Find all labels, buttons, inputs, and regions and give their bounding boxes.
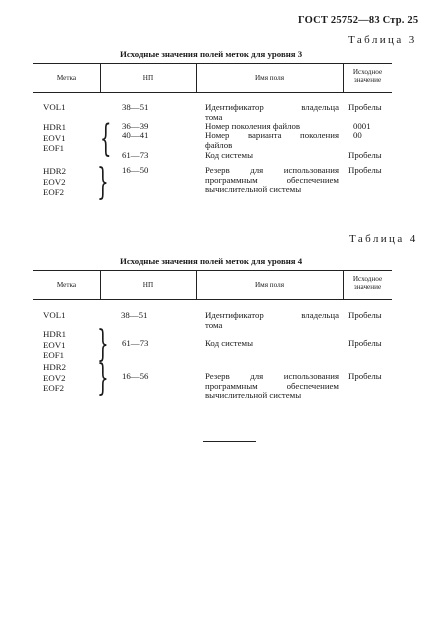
table4-col-label: Метка	[56, 281, 77, 289]
table4-header-rule	[33, 299, 392, 300]
table3-row1-label: VOL1	[43, 102, 66, 112]
table4-row3-brace: {	[97, 357, 109, 400]
table4-row1-np: 38—51	[121, 310, 148, 320]
closing-rule	[203, 441, 256, 442]
table4-row3-np: 16—56	[122, 371, 149, 381]
table4-row1-value: Пробелы	[348, 310, 382, 320]
table3-col-value: Исходное значение	[352, 68, 383, 84]
table3-row2-field-2: Номер варианта поколения файлов	[205, 130, 339, 150]
table3-label: Таблица 3	[348, 34, 417, 46]
table4-row3-field: Резерв для использования программным обеспечением вычислительной системы	[205, 371, 339, 400]
table3-row2-field-3: Код системы	[205, 150, 253, 160]
table3-row2-np-1: 36—39	[122, 121, 149, 131]
page-header: ГОСТ 25752—83 Стр. 25	[298, 15, 419, 26]
table3-col-label: Метка	[56, 74, 77, 82]
table4-row2-labels: HDR1 EOV1 EOF1	[43, 329, 66, 360]
table3-row3-brace: {	[97, 161, 109, 204]
table4-row3-labels: HDR2 EOV2 EOF2	[43, 362, 66, 393]
table4-row2-field: Код системы	[205, 338, 253, 348]
table4-row2-brace: {	[97, 323, 109, 366]
table3-row2-field-1: Номер поколения файлов	[205, 121, 301, 131]
table3-row2-np-2: 40—41	[122, 130, 149, 140]
table4-label: Таблица 4	[349, 233, 418, 245]
table3-row1-np: 38—51	[122, 102, 149, 112]
table3-title: Исходные значения полей меток для уровня 3	[120, 49, 303, 59]
table3-row2-value-2: 00	[353, 130, 362, 140]
table3-col-np: НП	[142, 74, 154, 82]
table4-row3-value: Пробелы	[348, 371, 382, 381]
table4-row2-value: Пробелы	[348, 338, 382, 348]
table3-row2-np-3: 61—73	[122, 150, 149, 160]
table3-row1-field: Идентификатор владельца тома	[205, 102, 339, 122]
table3-row3-labels: HDR2 EOV2 EOF2	[43, 166, 66, 197]
table3-col-field: Имя поля	[254, 74, 285, 82]
table3-row2-brace-left: {	[100, 117, 112, 161]
table4-top-rule	[33, 270, 392, 271]
table3-row3-np: 16—50	[122, 165, 149, 175]
table3-row1-value: Пробелы	[348, 102, 382, 112]
table3-row3-field: Резерв для использования программным обеспечением вычислительной системы	[205, 165, 339, 194]
table4-col-field: Имя поля	[254, 281, 285, 289]
table4-row1-label: VOL1	[43, 310, 66, 320]
table3-top-rule	[33, 63, 392, 64]
table4-title: Исходные значения полей меток для уровня 4	[120, 256, 303, 266]
table3-row2-value-3: Пробелы	[348, 150, 382, 160]
table3-row2-value-1: 0001	[353, 121, 371, 131]
table3-header-rule	[33, 92, 392, 93]
table4-col-np: НП	[142, 281, 154, 289]
table4-row2-np: 61—73	[122, 338, 149, 348]
table3-row3-value: Пробелы	[348, 165, 382, 175]
table3-row2-labels: HDR1 EOV1 EOF1	[43, 122, 66, 153]
table4-col-value: Исходное значение	[352, 275, 383, 291]
table4-row1-field: Идентификатор владельца тома	[205, 310, 339, 330]
